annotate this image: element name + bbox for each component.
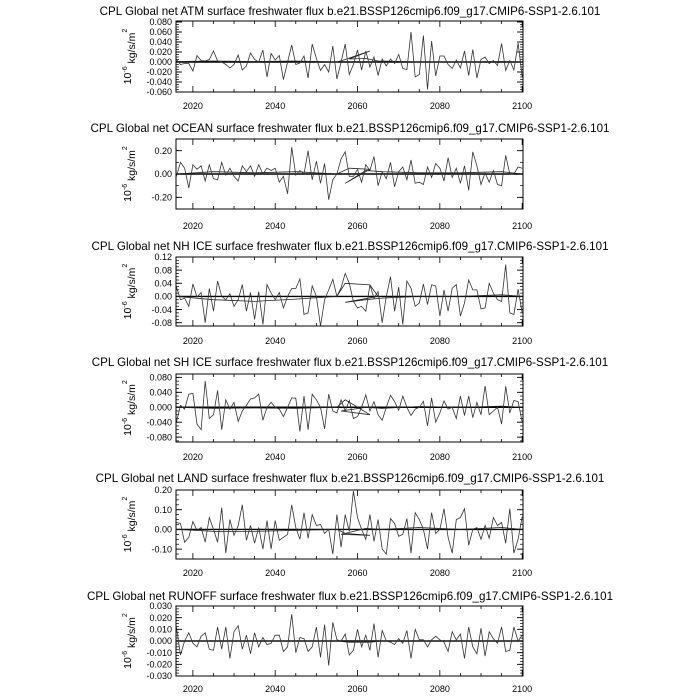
y-tick-label: 0.080 — [149, 17, 172, 28]
y-axis-label — [122, 29, 138, 85]
y-tick-label: 0.020 — [149, 612, 172, 623]
y-label-unit-exp: 2 — [122, 28, 129, 33]
y-label-base: 10 — [122, 657, 134, 669]
y-tick-label: 0.20 — [154, 145, 172, 156]
plot-frame — [176, 21, 523, 92]
x-tick-label: 2040 — [265, 568, 286, 578]
x-tick-label: 2020 — [182, 568, 203, 578]
y-tick-label: 0.010 — [149, 624, 172, 635]
y-tick-label: 0.10 — [154, 504, 172, 515]
y-label-exp: -6 — [122, 183, 129, 191]
x-tick-label: 2040 — [265, 221, 286, 231]
y-tick-label: -0.08 — [151, 317, 172, 328]
main-series-line — [176, 491, 522, 554]
panel-title: CPL Global net ATM surface freshwater flux b.e21.BSSP126cmip6.f09_g17.CMIP6-SSP1-2.6.101 — [99, 5, 601, 18]
plot-frame — [176, 490, 523, 559]
y-tick-label: 0.000 — [149, 636, 172, 647]
y-tick-label: -0.04 — [151, 304, 172, 315]
y-label-base: 10 — [122, 540, 134, 553]
y-label-base: 10 — [122, 190, 134, 202]
panel-4 — [92, 356, 608, 462]
y-tick-label: -0.040 — [146, 417, 172, 428]
panel-title: CPL Global net OCEAN surface freshwater flux b.e21.BSSP126cmip6.f09_g17.CMIP6-SSP1-2.6.101 — [90, 122, 610, 135]
x-tick-label: 2100 — [512, 684, 533, 694]
x-tick-label: 2060 — [347, 221, 368, 231]
y-label-base: 10 — [122, 424, 134, 436]
plot-frame — [176, 257, 523, 326]
y-label-unit-exp: 2 — [122, 146, 129, 151]
x-tick-label: 2040 — [265, 452, 286, 462]
y-tick-label: 0.000 — [149, 57, 172, 68]
x-tick-label: 2060 — [347, 336, 368, 346]
y-tick-label: -0.20 — [151, 192, 172, 203]
main-series-line — [176, 32, 522, 90]
x-tick-label: 2040 — [265, 684, 286, 694]
y-tick-label: 0.00 — [154, 169, 172, 180]
y-label-exp: -6 — [122, 650, 129, 658]
x-tick-label: 2080 — [429, 452, 450, 462]
main-series-line — [176, 265, 522, 326]
overlay-series-line — [176, 283, 522, 302]
y-tick-label: -0.080 — [146, 432, 172, 443]
y-tick-label: 0.040 — [149, 37, 172, 48]
x-tick-label: 2040 — [265, 101, 286, 111]
y-tick-label: 0.060 — [149, 27, 172, 38]
y-tick-label: 0.030 — [149, 601, 172, 612]
panel-title: CPL Global net SH ICE surface freshwater flux b.e21.BSSP126cmip6.f09_g17.CMIP6-SSP1-2.6.101 — [91, 356, 609, 369]
x-tick-label: 2080 — [429, 684, 450, 694]
y-label-exp: -6 — [122, 534, 129, 541]
y-tick-label: 0.00 — [154, 291, 172, 302]
panel-title: CPL Global net RUNOFF surface freshwater flux b.e21.BSSP126cmip6.f09_g17.CMIP6-SSP1-2.6.101 — [86, 590, 614, 603]
panel-3 — [91, 240, 608, 346]
y-tick-label: -0.010 — [146, 647, 172, 658]
panel-6 — [87, 590, 613, 694]
y-axis-label — [122, 264, 138, 320]
x-tick-label: 2100 — [512, 568, 533, 578]
y-label-unit-exp: 2 — [122, 496, 129, 501]
overlay-series-line — [176, 51, 522, 62]
x-tick-label: 2040 — [265, 336, 286, 346]
x-tick-label: 2100 — [512, 221, 533, 231]
x-tick-label: 2080 — [429, 221, 450, 231]
y-axis-label — [122, 146, 138, 202]
x-tick-label: 2020 — [182, 336, 203, 346]
y-tick-label: -0.030 — [146, 671, 172, 682]
y-tick-label: 0.00 — [154, 524, 172, 535]
y-label-unit-exp: 2 — [122, 263, 129, 268]
y-tick-label: -0.060 — [146, 87, 172, 98]
y-tick-label: -0.020 — [146, 67, 172, 78]
panel-5 — [96, 472, 605, 578]
x-tick-label: 2080 — [429, 336, 450, 346]
y-tick-label: -0.020 — [146, 659, 172, 670]
y-axis-label — [122, 497, 138, 553]
y-tick-label: 0.04 — [154, 278, 172, 289]
main-series-line — [176, 614, 522, 665]
y-tick-label: 0.12 — [154, 252, 172, 263]
y-tick-label: 0.000 — [149, 402, 172, 413]
y-tick-label: 0.040 — [149, 387, 172, 398]
y-label-exp: -6 — [122, 66, 129, 73]
x-tick-label: 2020 — [182, 452, 203, 462]
panel-1 — [100, 5, 601, 111]
y-label-unit: kg/s/m — [126, 32, 138, 67]
y-tick-label: -0.10 — [151, 544, 172, 555]
y-label-unit: kg/s/m — [126, 267, 138, 302]
y-label-unit-exp: 2 — [122, 380, 129, 385]
x-tick-label: 2020 — [182, 101, 203, 111]
x-tick-label: 2100 — [512, 452, 533, 462]
y-tick-label: 0.20 — [154, 485, 172, 496]
y-label-unit-exp: 2 — [122, 613, 129, 618]
x-tick-label: 2060 — [347, 684, 368, 694]
panel-title: CPL Global net LAND surface freshwater flux b.e21.BSSP126cmip6.f09_g17.CMIP6-SSP1-2.6.101 — [95, 472, 605, 485]
y-tick-label: 0.080 — [149, 372, 172, 383]
y-label-exp: -6 — [122, 417, 129, 425]
x-tick-label: 2020 — [182, 221, 203, 231]
main-series-line — [176, 381, 522, 431]
y-axis-label — [122, 613, 138, 669]
y-axis-label — [122, 380, 138, 436]
y-label-unit: kg/s/m — [126, 617, 138, 651]
x-tick-label: 2060 — [347, 452, 368, 462]
y-label-base: 10 — [122, 307, 134, 320]
x-tick-label: 2100 — [512, 336, 533, 346]
x-tick-label: 2080 — [429, 568, 450, 578]
y-label-unit: kg/s/m — [126, 150, 138, 184]
y-tick-label: 0.08 — [154, 265, 172, 276]
x-tick-label: 2100 — [512, 101, 533, 111]
y-tick-label: -0.040 — [146, 77, 172, 88]
x-tick-label: 2080 — [429, 101, 450, 111]
y-label-base: 10 — [122, 72, 134, 85]
y-label-exp: -6 — [122, 301, 129, 308]
y-label-unit: kg/s/m — [126, 384, 138, 418]
x-tick-label: 2020 — [182, 684, 203, 694]
panel-2 — [91, 122, 610, 231]
y-tick-label: 0.020 — [149, 47, 172, 58]
y-label-unit: kg/s/m — [126, 500, 138, 535]
x-tick-label: 2060 — [347, 568, 368, 578]
x-tick-label: 2060 — [347, 101, 368, 111]
panel-title: CPL Global net NH ICE surface freshwater flux b.e21.BSSP126cmip6.f09_g17.CMIP6-SSP1-2.6.101 — [91, 240, 609, 253]
